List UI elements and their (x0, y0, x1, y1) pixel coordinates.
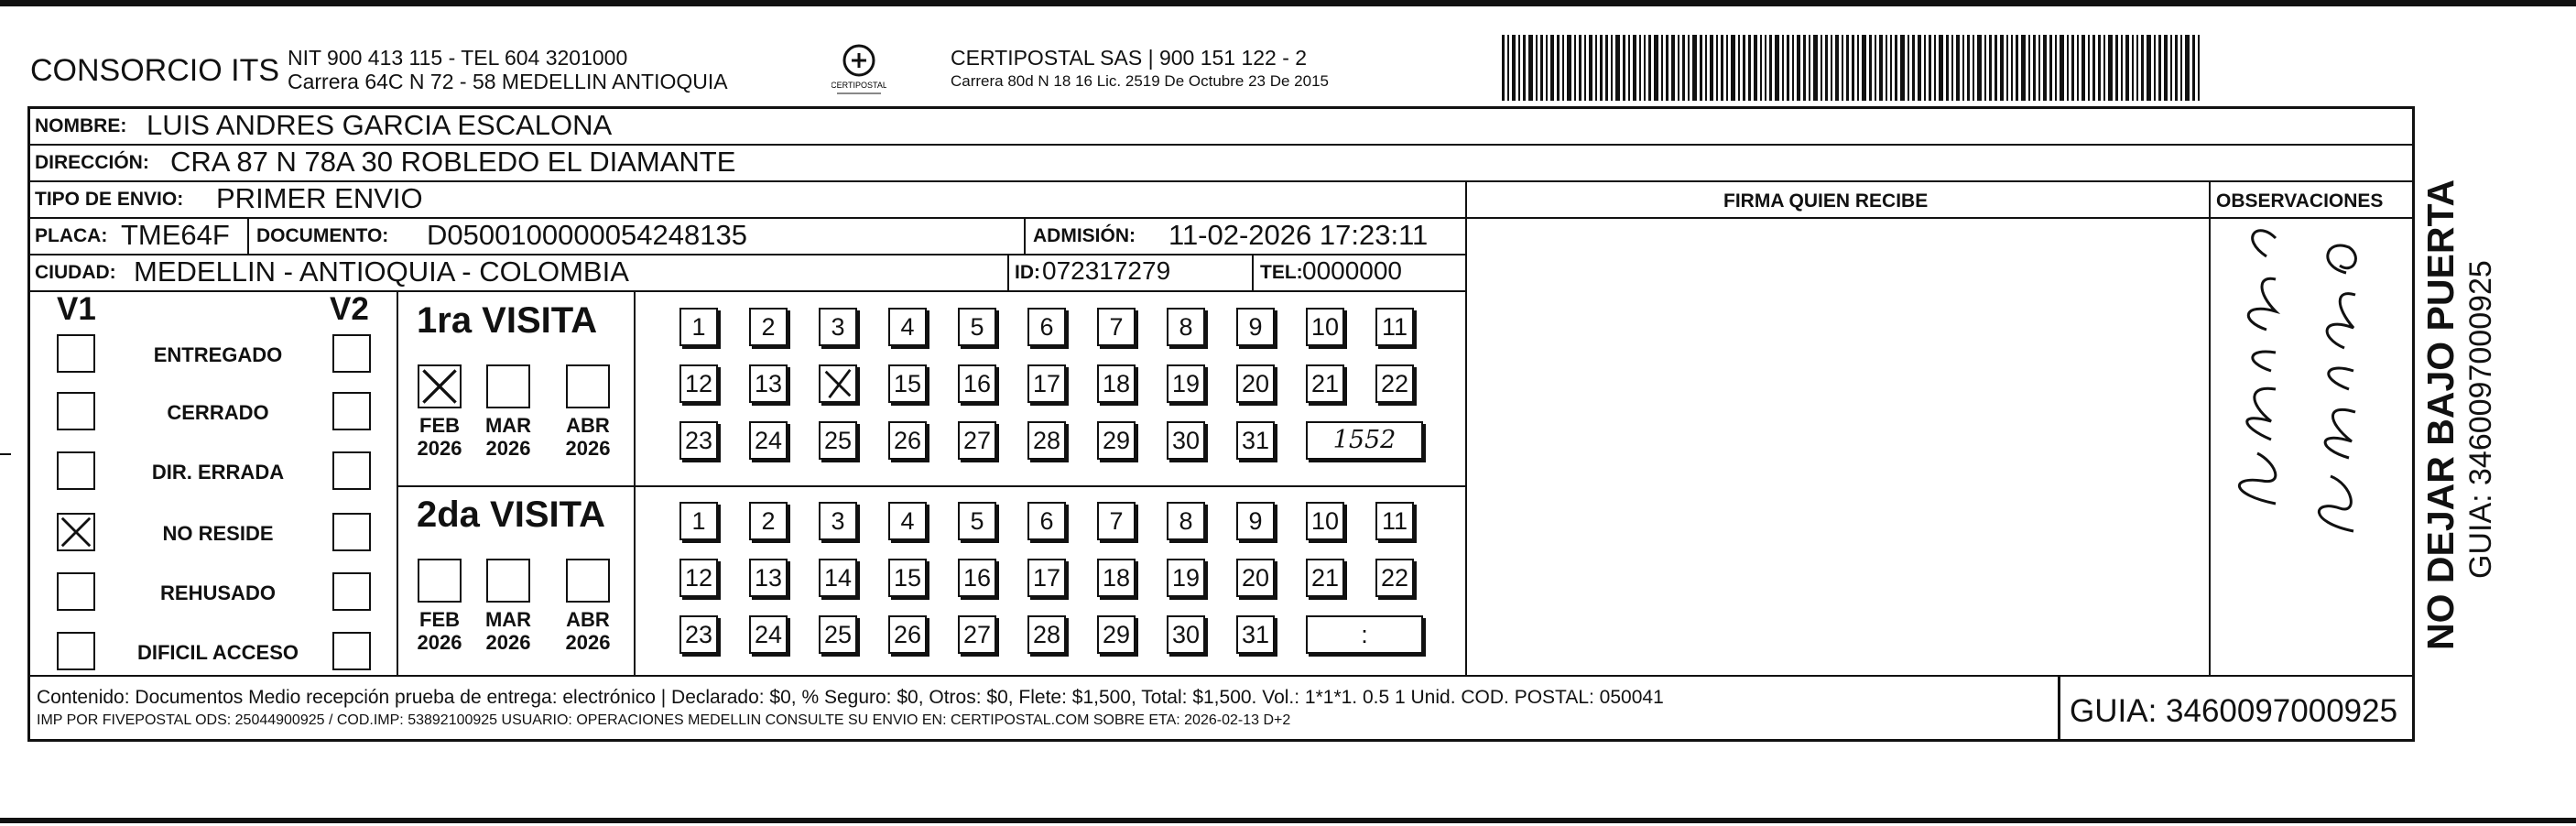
barcode-bar (1579, 35, 1581, 101)
barcode-bar (1721, 35, 1723, 101)
barcode-bar (2121, 35, 2123, 101)
barcode-bar (2092, 35, 2095, 101)
tel-label: TEL: (1260, 262, 1303, 283)
barcode-bar (2158, 35, 2161, 101)
direccion-label: DIRECCIÓN: (35, 152, 149, 173)
barcode-bar (1584, 35, 1586, 101)
barcode-bar (2180, 35, 2182, 101)
barcode-bar (2136, 35, 2138, 101)
visit2-day-4[interactable]: 4 (888, 502, 927, 540)
visit2-day-29[interactable]: 29 (1097, 615, 1136, 654)
footer-contents: Contenido: Documentos Medio recepción prueba de entrega: electrónico | Declarado: $0, % Seguro: $0, Otros: $0, Flete: $1,500, Total: $1,500. Vol.: 1*1*1. 0.5 1 Unid. COD. POSTAL: 050041 (37, 687, 1664, 708)
barcode-bar (1754, 35, 1757, 101)
visit2-time-box[interactable]: : (1306, 615, 1423, 654)
barcode-bar (1769, 35, 1772, 101)
visit2-day-1[interactable]: 1 (679, 502, 718, 540)
visit2-day-18[interactable]: 18 (1097, 559, 1136, 597)
barcode-bar (2088, 35, 2090, 101)
visit2-day-10[interactable]: 10 (1306, 502, 1344, 540)
barcode-bar (2125, 35, 2129, 101)
barcode-bar (2060, 35, 2064, 101)
month-year: 2026 (485, 631, 531, 654)
status-v1-checkbox-dificil-acceso[interactable] (57, 632, 95, 670)
barcode-bar (2164, 35, 2168, 101)
barcode-bar (1852, 35, 1854, 101)
barcode-bar (1875, 35, 1876, 101)
barcode-bar (1518, 35, 1520, 101)
certi-line: CERTIPOSTAL SAS | 900 151 122 - 2 (951, 46, 1308, 70)
barcode-bar (2103, 35, 2105, 101)
visit1-day-10[interactable]: 10 (1306, 308, 1344, 346)
barcode-bar (1792, 35, 1794, 101)
barcode-bar (1502, 35, 1505, 101)
visit1-day-8[interactable]: 8 (1167, 308, 1205, 346)
barcode-bar (1528, 35, 1533, 101)
visit1-day-27[interactable]: 27 (958, 421, 996, 460)
barcode-bar (1918, 35, 1921, 101)
barcode-bar (1973, 35, 1974, 101)
barcode-bar (2071, 35, 2074, 101)
col-line-placa (247, 217, 249, 254)
barcode-bar (1967, 35, 1970, 101)
barcode-bar (1546, 35, 1548, 101)
barcode-bar (1523, 35, 1526, 101)
barcode-bar (1809, 35, 1810, 101)
barcode-bar (1862, 35, 1866, 101)
no-dejar-bajo-puerta: NO DEJAR BAJO PUERTA (2419, 179, 2462, 650)
barcode-bar (1644, 35, 1646, 101)
visit2-day-2[interactable]: 2 (749, 502, 788, 540)
visit1-day-24[interactable]: 24 (749, 421, 788, 460)
visit2-month-label-feb (408, 608, 472, 654)
visit1-month-label-abr (556, 414, 620, 460)
barcode-bar (1678, 35, 1679, 101)
visit1-title: 1ra VISITA (417, 300, 598, 341)
visit1-day-18[interactable]: 18 (1097, 364, 1136, 403)
col-line-months (634, 290, 636, 675)
visit2-day-16[interactable]: 16 (958, 559, 996, 597)
barcode-bar (1895, 35, 1897, 101)
visit2-day-5[interactable]: 5 (958, 502, 996, 540)
visit1-day-2[interactable]: 2 (749, 308, 788, 346)
visit1-day-9[interactable]: 9 (1236, 308, 1275, 346)
visit1-day-23[interactable]: 23 (679, 421, 718, 460)
month-year: 2026 (485, 437, 531, 460)
status-v1-checkbox-no-reside[interactable] (57, 513, 95, 551)
direccion-value: CRA 87 N 78A 30 ROBLEDO EL DIAMANTE (170, 146, 736, 178)
visit1-day-25[interactable]: 25 (819, 421, 857, 460)
status-v2-checkbox-cerrado[interactable] (332, 392, 371, 430)
documento-value: D0500100000054248135 (427, 219, 747, 251)
barcode (1502, 35, 2207, 101)
status-v1-checkbox-rehusado[interactable] (57, 572, 95, 611)
visit2-day-19[interactable]: 19 (1167, 559, 1205, 597)
status-v1-checkbox-dir-errada[interactable] (57, 451, 95, 490)
status-v1-checkbox-cerrado[interactable] (57, 392, 95, 430)
barcode-bar (2006, 35, 2008, 101)
barcode-bar (2154, 35, 2156, 101)
ciudad-value: MEDELLIN - ANTIOQUIA - COLOMBIA (134, 255, 629, 288)
visit1-day-20[interactable]: 20 (1236, 364, 1275, 403)
barcode-bar (1743, 35, 1745, 101)
barcode-bar (1835, 35, 1839, 101)
visit1-day-16[interactable]: 16 (958, 364, 996, 403)
barcode-bar (1623, 35, 1625, 101)
visit2-month-label-mar (476, 608, 540, 654)
barcode-bar (1628, 35, 1630, 101)
barcode-bar (1666, 35, 1668, 101)
status-v2-checkbox-rehusado[interactable] (332, 572, 371, 611)
barcode-bar (1821, 35, 1822, 101)
barcode-bar (1705, 35, 1707, 101)
barcode-bar (1797, 35, 1800, 101)
visit1-day-28[interactable]: 28 (1027, 421, 1066, 460)
visit2-day-6[interactable]: 6 (1027, 502, 1066, 540)
visit1-day-5[interactable]: 5 (958, 308, 996, 346)
barcode-bar (1890, 35, 1892, 101)
firma-header: FIRMA QUIEN RECIBE (1723, 190, 1929, 212)
barcode-bar (1726, 35, 1728, 101)
visit1-day-13[interactable]: 13 (749, 364, 788, 403)
barcode-bar (1857, 35, 1859, 101)
barcode-bar (2028, 35, 2030, 101)
col-line-ciudad (1007, 254, 1009, 290)
handwritten-signature-2 (2299, 220, 2397, 540)
barcode-bar (2043, 35, 2047, 101)
barcode-bar (1842, 35, 1843, 101)
barcode-bar (1562, 35, 1564, 101)
visit1-day-3[interactable]: 3 (819, 308, 857, 346)
documento-label: DOCUMENTO: (256, 225, 389, 246)
v2-header: V2 (330, 291, 369, 327)
visit1-day-1[interactable]: 1 (679, 308, 718, 346)
barcode-bar (1748, 35, 1751, 101)
visit1-month-box-feb[interactable] (418, 364, 462, 408)
status-label-no-reside: NO RESIDE (162, 522, 274, 545)
certi-sub: Carrera 80d N 18 16 Lic. 2519 De Octubre 23 De 2015 (951, 72, 1329, 90)
visit1-day-12[interactable]: 12 (679, 364, 718, 403)
barcode-bar (1615, 35, 1620, 101)
visit1-day-14[interactable] (819, 364, 857, 403)
month-name: ABR (566, 608, 610, 631)
visit2-day-3[interactable]: 3 (819, 502, 857, 540)
barcode-bar (2033, 35, 2036, 101)
month-year: 2026 (565, 437, 611, 460)
barcode-bar (1760, 35, 1762, 101)
barcode-bar (1813, 35, 1818, 101)
barcode-bar (1787, 35, 1789, 101)
barcode-bar (2108, 35, 2113, 101)
visit2-month-label-abr (556, 608, 620, 654)
visit2-day-21[interactable]: 21 (1306, 559, 1344, 597)
visit2-day-25[interactable]: 25 (819, 615, 857, 654)
month-year: 2026 (417, 437, 462, 460)
admision-value: 11-02-2026 17:23:11 (1168, 219, 1429, 251)
barcode-bar (2016, 35, 2018, 101)
visit2-month-box-feb[interactable] (418, 559, 462, 603)
visit1-day-6[interactable]: 6 (1027, 308, 1066, 346)
placa-value: TME64F (121, 219, 230, 251)
visit1-time-box[interactable]: 1552 (1306, 421, 1423, 460)
row-line (27, 290, 1465, 292)
nit-line: NIT 900 413 115 - TEL 604 3201000 (288, 46, 628, 70)
barcode-bar (1654, 35, 1658, 101)
barcode-bar (2021, 35, 2026, 101)
month-name: ABR (566, 414, 610, 437)
barcode-bar (1595, 35, 1597, 101)
id-value: 072317279 (1042, 256, 1171, 285)
visit1-day-7[interactable]: 7 (1097, 308, 1136, 346)
tipo-envio-value: PRIMER ENVIO (216, 182, 423, 214)
barcode-bar (1688, 35, 1690, 101)
barcode-bar (2198, 35, 2200, 101)
visit1-day-22[interactable]: 22 (1375, 364, 1414, 403)
barcode-bar (1924, 35, 1926, 101)
visit1-day-17[interactable]: 17 (1027, 364, 1066, 403)
barcode-bar (1946, 35, 1949, 101)
barcode-bar (1557, 35, 1560, 101)
barcode-bar (2067, 35, 2069, 101)
col-line-doc (1024, 217, 1026, 254)
visit1-day-26[interactable]: 26 (888, 421, 927, 460)
visit1-day-4[interactable]: 4 (888, 308, 927, 346)
visit2-day-8[interactable]: 8 (1167, 502, 1205, 540)
top-border (0, 0, 2576, 6)
barcode-bar (1639, 35, 1641, 101)
status-v2-checkbox-no-reside[interactable] (332, 513, 371, 551)
barcode-bar (1633, 35, 1636, 101)
barcode-bar (1540, 35, 1543, 101)
barcode-bar (1550, 35, 1554, 101)
barcode-bar (1507, 35, 1509, 101)
status-label-cerrado: CERRADO (167, 401, 269, 424)
barcode-bar (1536, 35, 1538, 101)
guia-number: GUIA: 3460097000925 (2070, 693, 2398, 729)
barcode-bar (2055, 35, 2057, 101)
barcode-bar (1710, 35, 1713, 101)
visit2-day-17[interactable]: 17 (1027, 559, 1066, 597)
visit2-day-22[interactable]: 22 (1375, 559, 1414, 597)
bottom-border (0, 818, 2576, 823)
barcode-bar (1716, 35, 1718, 101)
barcode-bar (1605, 35, 1608, 101)
barcode-bar (2175, 35, 2178, 101)
barcode-bar (1692, 35, 1697, 101)
barcode-bar (1900, 35, 1905, 101)
id-label: ID: (1015, 262, 1040, 283)
address-line: Carrera 64C N 72 - 58 MEDELLIN ANTIOQUIA (288, 70, 728, 93)
barcode-bar (1951, 35, 1953, 101)
visit1-day-21[interactable]: 21 (1306, 364, 1344, 403)
visit-divider (397, 485, 1465, 487)
barcode-bar (1825, 35, 1828, 101)
month-year: 2026 (565, 631, 611, 654)
visit2-day-30[interactable]: 30 (1167, 615, 1205, 654)
status-v2-checkbox-entregado[interactable] (332, 334, 371, 373)
barcode-bar (1929, 35, 1931, 101)
barcode-bar (2038, 35, 2040, 101)
barcode-bar (2081, 35, 2085, 101)
visit2-title: 2da VISITA (417, 495, 605, 535)
visit1-month-label-feb (408, 414, 472, 460)
barcode-bar (2011, 35, 2013, 101)
barcode-bar (1956, 35, 1960, 101)
footer-line (27, 675, 2415, 677)
visit2-day-9[interactable]: 9 (1236, 502, 1275, 540)
visit1-day-29[interactable]: 29 (1097, 421, 1136, 460)
barcode-bar (1682, 35, 1685, 101)
ciudad-label: CIUDAD: (35, 262, 116, 283)
tel-value: 0000000 (1302, 256, 1403, 285)
barcode-bar (1977, 35, 1982, 101)
barcode-bar (1803, 35, 1806, 101)
nombre-value: LUIS ANDRES GARCIA ESCALONA (147, 109, 613, 141)
col-line-status (397, 290, 398, 675)
visit2-day-20[interactable]: 20 (1236, 559, 1275, 597)
barcode-bar (1600, 35, 1603, 101)
status-label-rehusado: REHUSADO (160, 581, 276, 604)
visit2-day-12[interactable]: 12 (679, 559, 718, 597)
col-line-firma (1465, 180, 1467, 675)
logo-text: CERTIPOSTAL (831, 81, 886, 90)
visit1-day-30[interactable]: 30 (1167, 421, 1205, 460)
observaciones-header: OBSERVACIONES (2216, 190, 2384, 212)
visit1-day-31[interactable]: 31 (1236, 421, 1275, 460)
visit2-day-26[interactable]: 26 (888, 615, 927, 654)
month-name: FEB (419, 414, 460, 437)
company-name: CONSORCIO ITS (30, 53, 280, 88)
visit1-day-11[interactable]: 11 (1375, 308, 1414, 346)
barcode-bar (1869, 35, 1872, 101)
certipostal-logo (831, 40, 886, 104)
barcode-bar (1782, 35, 1784, 101)
visit2-day-24[interactable]: 24 (749, 615, 788, 654)
barcode-bar (1765, 35, 1766, 101)
barcode-bar (1994, 35, 1997, 101)
barcode-bar (1700, 35, 1702, 101)
visit2-day-31[interactable]: 31 (1236, 615, 1275, 654)
visit2-day-11[interactable]: 11 (1375, 502, 1414, 540)
side-guia: GUIA: 3460097000925 (2463, 260, 2498, 579)
barcode-bar (2098, 35, 2101, 101)
status-v2-checkbox-dir-errada[interactable] (332, 451, 371, 490)
cut-mark (0, 453, 11, 455)
barcode-bar (1934, 35, 1936, 101)
barcode-bar (1939, 35, 1943, 101)
visit2-month-box-abr[interactable] (566, 559, 610, 603)
status-v1-checkbox-entregado[interactable] (57, 334, 95, 373)
barcode-bar (1908, 35, 1909, 101)
status-label-dificil-acceso: DIFICIL ACCESO (136, 641, 299, 664)
visit2-day-15[interactable]: 15 (888, 559, 927, 597)
visit1-month-box-abr[interactable] (566, 364, 610, 408)
barcode-bar (2147, 35, 2151, 101)
barcode-bar (2000, 35, 2004, 101)
nombre-label: NOMBRE: (35, 115, 127, 136)
barcode-bar (1661, 35, 1663, 101)
barcode-bar (1962, 35, 1964, 101)
visit1-month-label-mar (476, 414, 540, 460)
barcode-bar (1912, 35, 1915, 101)
certipostal-info (951, 46, 1329, 93)
status-label-dir-errada: DIR. ERRADA (151, 461, 285, 484)
barcode-bar (1648, 35, 1651, 101)
barcode-bar (1611, 35, 1613, 101)
tipo-envio-label: TIPO DE ENVIO: (35, 189, 184, 210)
col-line-id (1252, 254, 1254, 290)
barcode-bar (2049, 35, 2052, 101)
barcode-bar (1512, 35, 1516, 101)
admision-label: ADMISIÓN: (1033, 225, 1136, 246)
visit1-month-box-mar[interactable] (486, 364, 530, 408)
month-name: MAR (484, 414, 532, 437)
barcode-bar (1989, 35, 1992, 101)
visit2-day-7[interactable]: 7 (1097, 502, 1136, 540)
visit2-day-23[interactable]: 23 (679, 615, 718, 654)
month-year: 2026 (417, 631, 462, 654)
barcode-bar (1775, 35, 1779, 101)
barcode-bar (1589, 35, 1592, 101)
barcode-bar (1831, 35, 1832, 101)
v1-header: V1 (57, 291, 96, 327)
barcode-bar (2141, 35, 2144, 101)
barcode-bar (1879, 35, 1883, 101)
barcode-bar (1846, 35, 1849, 101)
visit1-day-19[interactable]: 19 (1167, 364, 1205, 403)
placa-label: PLACA: (35, 225, 108, 246)
month-name: FEB (419, 608, 460, 631)
status-label-entregado: ENTREGADO (153, 343, 283, 366)
col-line-obs (2209, 180, 2211, 675)
company-info (288, 46, 728, 93)
visit2-day-13[interactable]: 13 (749, 559, 788, 597)
footer-print-info: IMP POR FIVEPOSTAL ODS: 25044900925 / COD.IMP: 53892100925 USUARIO: OPERACIONES MEDELLIN CONSULTE SU ENVIO EN: CERTIPOSTAL.COM SOBRE ETA: 2026-02-13 D+2 (37, 712, 1291, 728)
visit2-day-28[interactable]: 28 (1027, 615, 1066, 654)
barcode-bar (1738, 35, 1740, 101)
visit2-day-14[interactable]: 14 (819, 559, 857, 597)
barcode-bar (1731, 35, 1735, 101)
status-v2-checkbox-dificil-acceso[interactable] (332, 632, 371, 670)
month-name: MAR (484, 608, 532, 631)
barcode-bar (1984, 35, 1986, 101)
visit2-month-box-mar[interactable] (486, 559, 530, 603)
barcode-bar (2115, 35, 2118, 101)
barcode-bar (1574, 35, 1576, 101)
visit2-day-27[interactable]: 27 (958, 615, 996, 654)
barcode-bar (2192, 35, 2195, 101)
barcode-bar (2170, 35, 2172, 101)
barcode-bar (2185, 35, 2190, 101)
barcode-bar (1671, 35, 1675, 101)
barcode-bar (2132, 35, 2134, 101)
visit1-day-15[interactable]: 15 (888, 364, 927, 403)
barcode-bar (1886, 35, 1887, 101)
barcode-bar (1567, 35, 1571, 101)
barcode-bar (2077, 35, 2079, 101)
